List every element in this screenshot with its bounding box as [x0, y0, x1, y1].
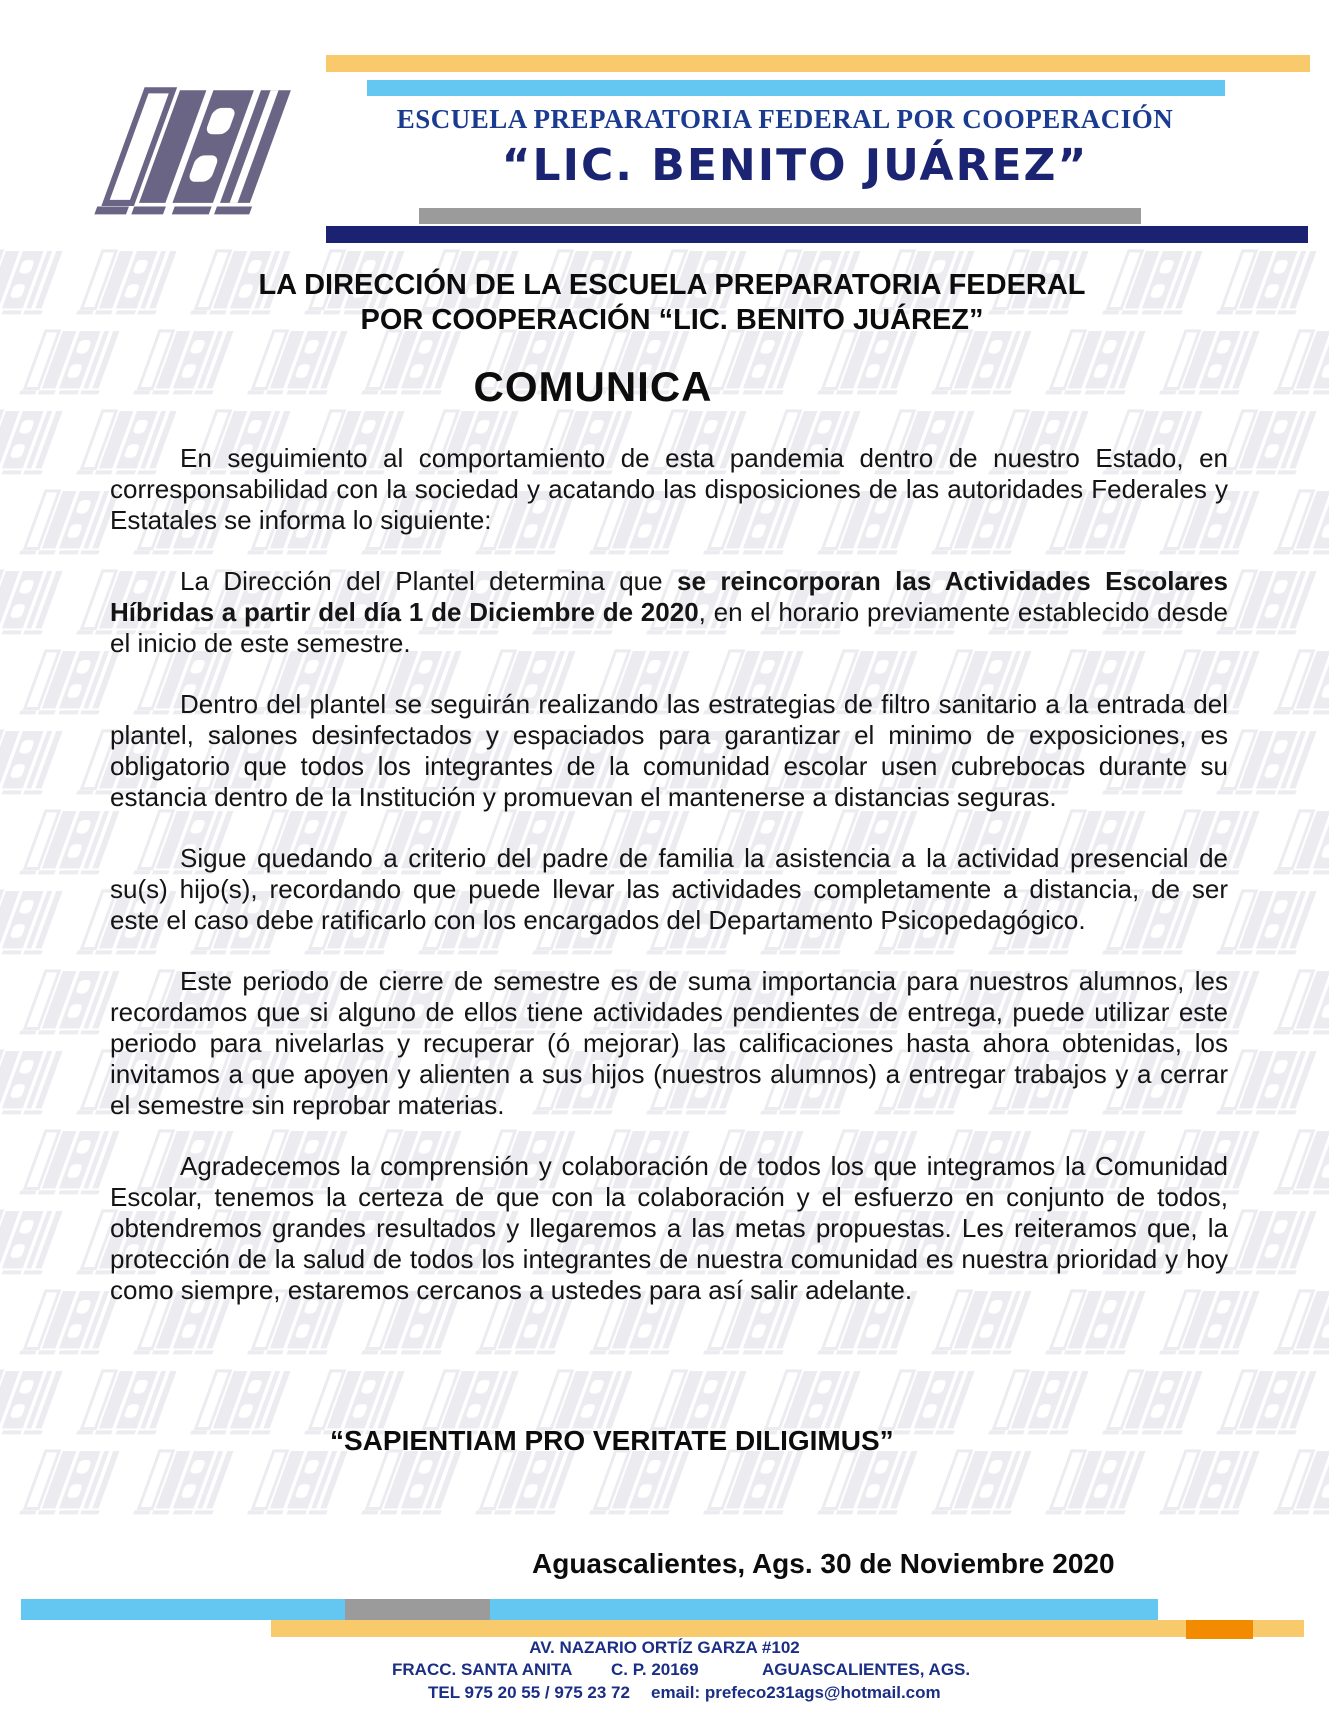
- heading-line1: LA DIRECCIÓN DE LA ESCUELA PREPARATORIA FEDERAL: [258, 269, 1086, 301]
- paragraph-1: En seguimiento al comportamiento de esta pandemia dentro de nuestro Estado, en corresponsabilidad con la sociedad y acatando las disposiciones de las autoridades Federales y Estatales se informa lo siguiente:: [110, 443, 1228, 535]
- school-name-line2: “LIC. BENITO JUÁREZ”: [501, 140, 1089, 191]
- footer-email: email: prefeco231ags@hotmail.com: [651, 1683, 941, 1702]
- paragraph-3: Dentro del plantel se seguirán realizando las estrategias de filtro sanitario a la entrada del plantel, salones desinfectados y espaciados para garantizar el minimo de exposiciones, es obligatorio que todos los integrantes de la comunidad escolar usen cubrebocas durante su estancia dentro de la Institución y promuevan el mantenerse a distancias seguras.: [110, 689, 1228, 812]
- document-heading: [102, 268, 1242, 338]
- paragraph-2-normal: La Dirección del Plantel determina que: [180, 566, 678, 596]
- footer-telephone: TEL 975 20 55 / 975 23 72: [428, 1683, 630, 1702]
- paragraph-2: [110, 566, 1228, 659]
- footer-amber-bar: [271, 1620, 1304, 1637]
- footer-address: AV. NAZARIO ORTÍZ GARZA #102: [529, 1638, 800, 1657]
- footer-postal-code: C. P. 20169: [611, 1660, 699, 1679]
- footer-fracc: FRACC. SANTA ANITA: [392, 1660, 573, 1679]
- paragraph-5: Este periodo de cierre de semestre es de suma importancia para nuestros alumnos, les recordamos que si alguno de ellos tiene actividades pendientes de entrega, puede utilizar este periodo para nivelarlas y recuperar (ó mejorar) las calificaciones hasta ahora obtenidas, los invitamos a que apoyen y alienten a sus hijos (nuestros alumnos) a entregar trabajos y a cerrar el semestre sin reprobar materias.: [110, 966, 1228, 1120]
- paragraph-4: Sigue quedando a criterio del padre de familia la asistencia a la actividad presencial de su(s) hijo(s), recordando que puede llevar las actividades completamente a distancia, de ser este el caso debe ratificarlo con los encargados del Departamento Psicopedagógico.: [110, 843, 1228, 935]
- footer-sky-bar: [21, 1599, 1158, 1620]
- school-motto: “SAPIENTIAM PRO VERITATE DILIGIMUS”: [330, 1425, 894, 1456]
- footer-gray-bar: [345, 1599, 490, 1620]
- document-body: [110, 443, 1228, 1336]
- header-gray-bar: [419, 208, 1141, 224]
- heading-line2: POR COOPERACIÓN “LIC. BENITO JUÁREZ”: [360, 304, 984, 336]
- paragraph-2-bold: se reincorporan las Actividades Escolares Híbridas a partir del día 1 de Diciembre de 2020: [110, 566, 1229, 627]
- school-name-line1: ESCUELA PREPARATORIA FEDERAL POR COOPERACIÓN: [396, 104, 1174, 134]
- header-amber-bar: [326, 55, 1310, 72]
- paragraph-6: Agradecemos la comprensión y colaboración de todos los que integramos la Comunidad Escolar, tenemos la certeza de que con la colaboración y el esfuerzo en conjunto de todos, obtendremos grandes resultados y llegaremos a las metas propuestas. Les reiteramos que, la protección de la salud de todos los integrantes de nuestra comunidad es nuestra prioridad y hoy como siempre, estaremos cercanos a ustedes para así salir adelante.: [110, 1151, 1228, 1305]
- footer-orange-block: [1186, 1620, 1253, 1639]
- school-logo-bj-monogram: [82, 85, 310, 217]
- dateline: Aguascalientes, Ags. 30 de Noviembre 2020: [532, 1548, 1115, 1579]
- footer-city: AGUASCALIENTES, AGS.: [762, 1660, 971, 1679]
- header-sky-bar: [367, 80, 1225, 96]
- paragraph-2-normal-end: , en el horario previamente establecido desde el inicio de este semestre.: [110, 597, 1229, 658]
- header-navy-bar: [326, 226, 1308, 243]
- announcement-title: COMUNICA: [473, 363, 713, 410]
